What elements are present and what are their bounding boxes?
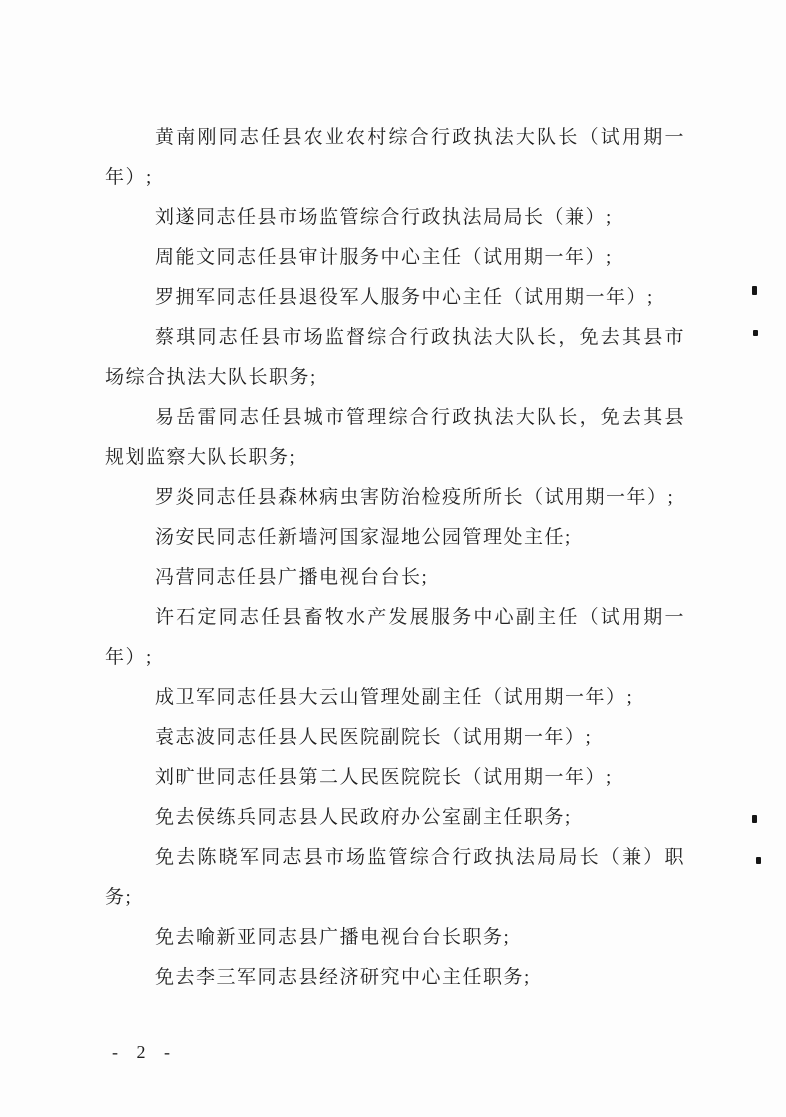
text-line: 规划监察大队长职务;: [105, 447, 297, 468]
text-line: 袁志波同志任县人民医院副院长（试用期一年）;: [155, 727, 593, 748]
scan-speck: [752, 286, 757, 295]
text-line: 年）;: [105, 167, 153, 188]
text-line: 免去侯练兵同志县人民政府办公室副主任职务;: [155, 807, 572, 828]
text-line: 免去陈晓军同志县市场监管综合行政执法局局长（兼）职: [155, 847, 685, 868]
document-body: [105, 118, 685, 998]
text-line: 罗炎同志任县森林病虫害防治检疫所所长（试用期一年）;: [155, 487, 675, 508]
text-line: 冯营同志任县广播电视台台长;: [155, 567, 429, 588]
text-line: 刘遂同志任县市场监管综合行政执法局局长（兼）;: [155, 207, 613, 228]
text-line: 年）;: [105, 647, 153, 668]
text-line: 许石定同志任县畜牧水产发展服务中心副主任（试用期一: [155, 607, 685, 628]
page-number: - 2 -: [112, 1042, 177, 1062]
scan-speck: [756, 857, 761, 864]
text-line: 免去喻新亚同志县广播电视台台长职务;: [155, 927, 511, 948]
text-line: 罗拥军同志任县退役军人服务中心主任（试用期一年）;: [155, 287, 654, 308]
text-line: 易岳雷同志任县城市管理综合行政执法大队长，免去其县: [155, 407, 685, 428]
text-line: 刘旷世同志任县第二人民医院院长（试用期一年）;: [155, 767, 613, 788]
text-line: 周能文同志任县审计服务中心主任（试用期一年）;: [155, 247, 613, 268]
text-line: 场综合执法大队长职务;: [105, 367, 317, 388]
text-line: 成卫军同志任县大云山管理处副主任（试用期一年）;: [155, 687, 634, 708]
scan-speck: [752, 815, 757, 823]
scan-speck: [753, 330, 758, 336]
text-line: 免去李三军同志县经济研究中心主任职务;: [155, 967, 531, 988]
text-line: 汤安民同志任新墙河国家湿地公园管理处主任;: [155, 527, 572, 548]
text-line: 蔡琪同志任县市场监督综合行政执法大队长，免去其县市: [155, 327, 685, 348]
text-line: 务;: [105, 887, 133, 908]
text-line: 黄南刚同志任县农业农村综合行政执法大队长（试用期一: [155, 127, 685, 148]
